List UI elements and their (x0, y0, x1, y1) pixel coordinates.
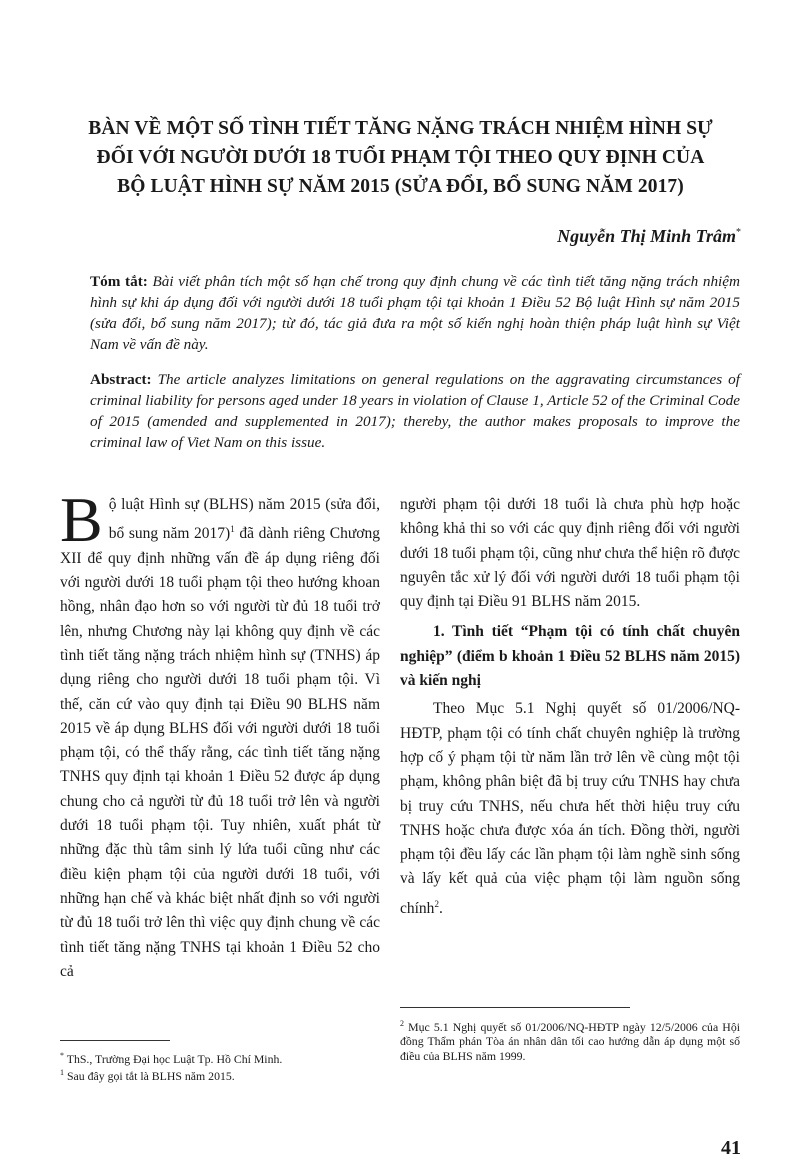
intro-paragraph (60, 484, 380, 984)
left-column (60, 484, 380, 984)
title-line-2: ĐỐI VỚI NGƯỜI DƯỚI 18 TUỔI PHẠM TỘI THEO QUY ĐỊNH CỦA (96, 147, 705, 168)
author-name: Nguyễn Thị Minh Trâm (557, 226, 736, 246)
footnote-2 (400, 1017, 740, 1063)
abstract-text: The article analyzes limitations on general regulations on the aggravating circumstances of criminal liability for persons aged under 18 years in violation of Clause 1, Article 52 of the Criminal Code of 2015 (amended and supplemented in 2017); thereby, the author makes proposals to improve the criminal law of Viet Nam on this issue. (90, 371, 740, 451)
footnote-1 (60, 1066, 380, 1083)
summary-text: Bài viết phân tích một số hạn chế trong quy định chung về các tình tiết tăng nặng trách nhiệm hình sự khi áp dụng đối với người dưới 18 tuổi phạm tội tại khoản 1 Điều 52 Bộ luật Hình sự năm 2015 (sửa đổi, bổ sung năm 2017); từ đó, tác giả đưa ra một số kiến nghị hoàn thiện pháp luật hình sự Việt Nam về vấn đề này. (90, 273, 740, 353)
continued-paragraph: người phạm tội dưới 18 tuổi là chưa phù hợp hoặc không khả thi so với các quy định riêng đối với người dưới 18 tuổi phạm tội, cũng như chưa thể hiện rõ được nguyên tắc xử lý đối với người dưới 18 tuổi phạm tội quy định tại Điều 91 BLHS năm 2015. (400, 496, 740, 611)
summary-label: Tóm tắt: (90, 273, 148, 290)
footnote-star-mark: * (60, 1051, 64, 1060)
footnote-star-text: ThS., Trường Đại học Luật Tp. Hồ Chí Minh. (64, 1051, 283, 1066)
section-1-period: . (438, 899, 443, 917)
footnote-1-mark: 1 (60, 1068, 64, 1078)
abstract-label: Abstract: (90, 371, 152, 388)
right-column (400, 493, 740, 921)
title-line-1: BÀN VỀ MỘT SỐ TÌNH TIẾT TĂNG NẶNG TRÁCH NHIỆM HÌNH SỰ (88, 118, 713, 139)
drop-cap: B (60, 484, 103, 555)
english-abstract (90, 369, 740, 453)
footnote-ref-2: 2 (434, 898, 439, 909)
footnote-ref-1: 1 (230, 524, 235, 535)
footnote-2-mark: 2 (400, 1019, 404, 1028)
footnote-separator-left (60, 1040, 170, 1041)
intro-text-b: đã dành riêng Chương XII để quy định những vấn đề áp dụng riêng đối với người dưới 18 tuổi phạm tội theo hướng khoan hồng, nhân đạo hơn so với người từ đủ 18 tuổi trở lên, nhưng Chương này lại không quy định về các tình tiết tăng nặng trách nhiệm hình sự (TNHS) áp dụng riêng cho người dưới 18 tuổi phạm tội. Vì thế, căn cứ vào quy định tại Điều 90 BLHS năm 2015 về áp dụng BLHS đối với người dưới 18 tuổi phạm tội, có thể thấy rằng, các tình tiết tăng nặng TNHS quy định tại khoản 1 Điều 52 được áp dụng chung cho cả người từ đủ 18 tuổi trở lên và người dưới 18 tuổi phạm tội. Tuy nhiên, xuất phát từ những đặc thù tâm sinh lý lứa tuổi cũng như các điều kiện phạm tội của người dưới 18 tuổi, với những hạn chế và khác biệt nhất định so với người từ đủ 18 tuổi trở lên thì việc quy định chung về các tình tiết tăng nặng TNHS tại khoản 1 Điều 52 cho cả (60, 525, 380, 980)
article-title (60, 114, 741, 201)
footnote-separator-right (400, 1007, 630, 1008)
section-heading-1: 1. Tình tiết “Phạm tội có tính chất chuyên nghiệp” (điểm b khoản 1 Điều 52 BLHS năm 2015) và kiến nghị (400, 623, 740, 690)
vietnamese-summary (90, 271, 740, 355)
title-line-3: BỘ LUẬT HÌNH SỰ NĂM 2015 (SỬA ĐỔI, BỔ SUNG NĂM 2017) (117, 176, 684, 197)
page-number: 41 (721, 1137, 741, 1159)
author-byline (557, 226, 741, 247)
footnote-2-text: Mục 5.1 Nghị quyết số 01/2006/NQ-HĐTP ngày 12/5/2006 của Hội đồng Thẩm phán Tòa án nhân dân tối cao hướng dẫn áp dụng một số điều của BLHS năm 1999. (400, 1019, 740, 1063)
author-footnote-mark: * (736, 227, 741, 238)
footnotes-right (400, 1017, 740, 1063)
footnote-1-text: Sau đây gọi tắt là BLHS năm 2015. (64, 1069, 235, 1084)
footnote-author (60, 1049, 380, 1066)
intro-text-a: ộ luật Hình sự (BLHS) năm 2015 (sửa đổi, bổ sung năm 2017) (108, 496, 380, 543)
footnotes-left (60, 1049, 380, 1084)
section-1-paragraph (400, 697, 740, 921)
section-1-text: Theo Mục 5.1 Nghị quyết số 01/2006/NQ-HĐTP, phạm tội có tính chất chuyên nghiệp là trường hợp cố ý phạm tội từ năm lần trở lên về cùng một tội phạm, không phân biệt đã bị truy cứu TNHS hay chưa bị truy cứu TNHS, nếu chưa hết thời hiệu truy cứu TNHS hoặc chưa được xóa án tích. Đồng thời, người phạm tội đều lấy các lần phạm tội làm nghề sinh sống và lấy kết quả của việc phạm tội làm nguồn sống chính (400, 700, 740, 917)
